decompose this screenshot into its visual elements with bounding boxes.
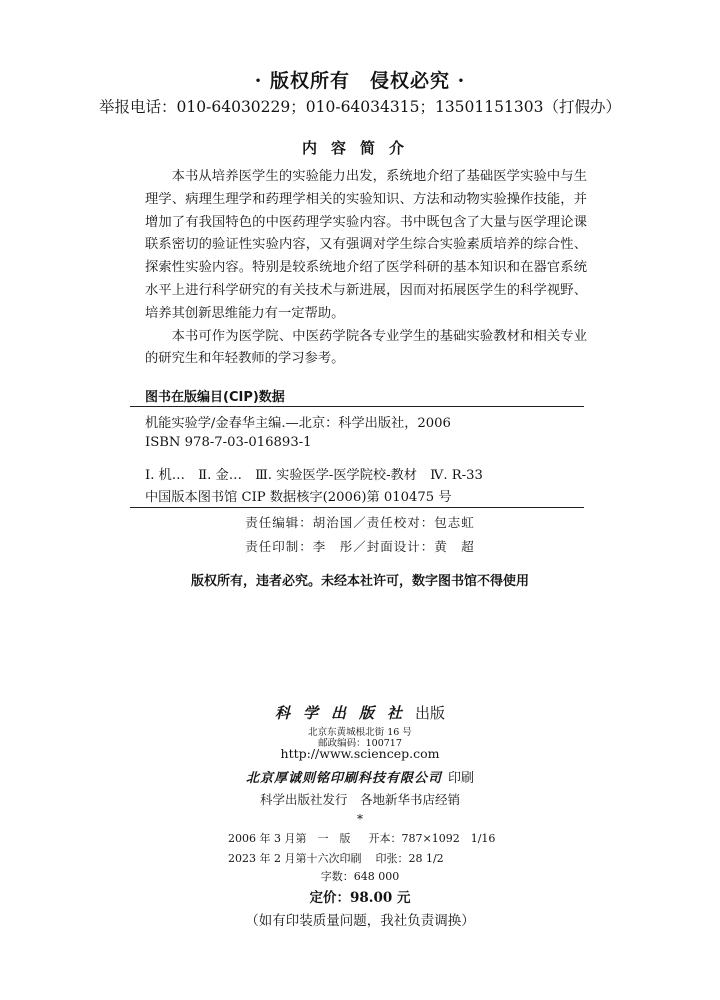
- publisher-postcode: 邮政编码：100717: [318, 738, 402, 749]
- edition-line-2: [228, 850, 444, 866]
- report-phone: 举报电话：010-64030229；010-64034315；13501151303（打假办）: [99, 98, 621, 116]
- summary-paragraph-2: 本书可作为医学院、中医药学院各专业学生的基础实验教材和相关专业的研究生和年轻教师的学习参考。: [145, 328, 587, 367]
- credits-line-1: 责任编辑：胡治国／责任校对：包志虹: [245, 515, 475, 530]
- publisher-name-suffix: 出版: [415, 704, 446, 722]
- first-edition: 2006 年 3 月第 一 版: [228, 832, 351, 845]
- word-count: 字数：648 000: [320, 870, 400, 883]
- printer-name: [0, 767, 720, 786]
- summary-body: [145, 166, 587, 371]
- printer-suffix: 印刷: [448, 771, 475, 786]
- current-printing: 2023 年 2 月第十六次印刷: [228, 852, 362, 865]
- cip-line-4: 中国版本图书馆 CIP 数据核字(2006)第 010475 号: [145, 490, 452, 505]
- summary-title: 内容简介: [301, 139, 418, 157]
- publisher-name-text: 科学出版社: [274, 704, 415, 722]
- edition-line-1: [228, 830, 495, 846]
- distribution: 科学出版社发行 各地新华书店经销: [259, 792, 460, 807]
- quality-note: （如有印装质量问题，我社负责调换）: [245, 913, 475, 929]
- price-label: 定价：: [309, 890, 350, 906]
- cip-line-2: ISBN 978-7-03-016893-1: [145, 435, 312, 450]
- cip-bottom-rule: [130, 507, 584, 508]
- summary-paragraph-1: 本书从培养医学生的实验能力出发，系统地介绍了基础医学实验中与生理学、病理生理学和药理学相关的实验知识、方法和动物实验操作技能，并增加了有我国特色的中医药理学实验内容。书中既包含了大量与医学理论课联系密切的验证性实验内容，又有强调对学生综合实验素质培养的综合性、探索性实验内容。特别是较系统地介绍了医学科研的基本知识和在器官系统水平上进行科学研究的有关技术与新进展，因而对拓展医学生的科学视野、培养其创新思维能力有一定帮助。: [145, 169, 587, 321]
- print-sheets: 印张：28 1/2: [375, 852, 444, 865]
- cip-title: 图书在版编目(CIP)数据: [145, 390, 285, 405]
- price: [0, 886, 720, 906]
- book-format: 开本：787×1092 1/16: [368, 832, 496, 845]
- publisher-url: http://www.sciencep.com: [280, 746, 440, 761]
- usage-notice: 版权所有，违者必究。未经本社许可，数字图书馆不得使用: [190, 574, 529, 589]
- printer-name-text: 北京厚诚则铭印刷科技有限公司: [245, 771, 442, 786]
- publisher-address: 北京东黄城根北街 16 号: [308, 727, 412, 738]
- price-value: 98.00 元: [350, 890, 411, 906]
- publisher-name: [0, 702, 720, 723]
- cip-line-1: 机能实验学/金春华主编.—北京：科学出版社，2006: [145, 416, 451, 431]
- credits-line-2: 责任印制：李 彤／封面设计：黄 超: [245, 539, 475, 554]
- cip-line-3: Ⅰ. 机… Ⅱ. 金… Ⅲ. 实验医学-医学院校-教材 Ⅳ. R-33: [145, 468, 483, 483]
- separator-star: *: [357, 812, 363, 826]
- copyright-title: · 版权所有 侵权必究 ·: [254, 70, 466, 92]
- cip-top-rule: [130, 406, 584, 407]
